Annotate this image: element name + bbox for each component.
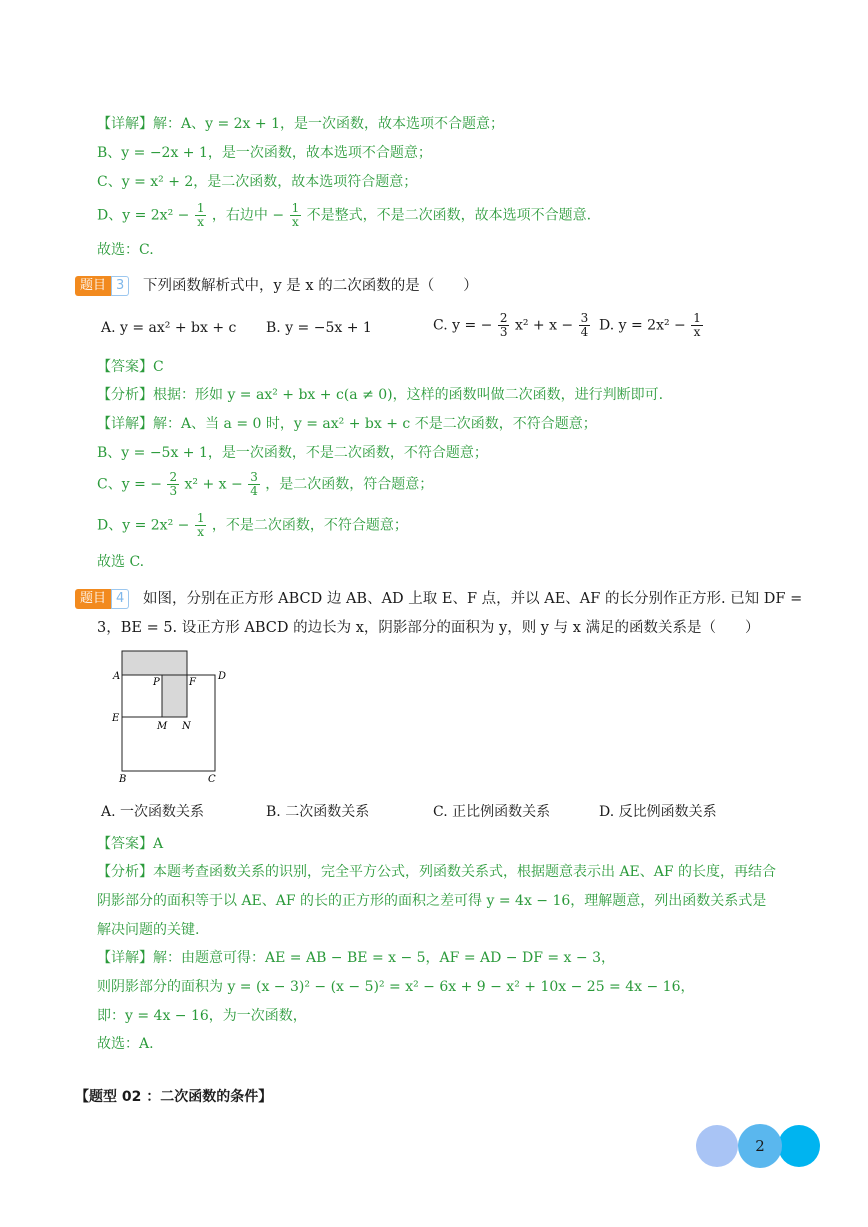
fraction: $\frac{1}{x}$ bbox=[291, 201, 300, 229]
q3-answer: 【答案】C bbox=[97, 359, 164, 375]
q3-conclusion: 故选 C. bbox=[97, 554, 145, 570]
q3-analysis: 【分析】根据：形如 y = ax² + bx + c(a ≠ 0)，这样的函数叫做二次函数，进行判断即可. bbox=[97, 387, 664, 403]
q3-detail-b: B、y = −5x + 1，是一次函数，不是二次函数，不符合题意； bbox=[97, 445, 488, 461]
shaded-side-region bbox=[162, 675, 187, 717]
q2-detail-line-c: C、y = x² + 2，是二次函数，故本选项符合题意； bbox=[97, 174, 418, 190]
q3-detail-a: 【详解】解：A、当 a = 0 时，y = ax² + bx + c 不是二次函数，不符合题意； bbox=[97, 416, 597, 432]
question-tag-4: 题目 4 bbox=[75, 589, 129, 609]
q2-detail-line-b: B、y = −2x + 1，是一次函数，故本选项不合题意； bbox=[97, 145, 432, 161]
q4-stem-line-2: 3，BE = 5. 设正方形 ABCD 的边长为 x，阴影部分的面积为 y，则 y 与 x 满足的函数关系是（ ） bbox=[97, 620, 760, 636]
q3-stem: 下列函数解析式中，y 是 x 的二次函数的是（ ） bbox=[143, 278, 478, 294]
q3-option-b: B. y = −5x + 1 bbox=[266, 320, 372, 336]
page-dot-center bbox=[738, 1124, 782, 1168]
label-a: A bbox=[113, 671, 121, 682]
q4-analysis-line-3: 解决问题的关键. bbox=[97, 922, 200, 938]
q4-answer: 【答案】A bbox=[97, 836, 164, 852]
q4-detail-line-3: 即：y = 4x − 16，为一次函数， bbox=[97, 1008, 307, 1024]
label-p: P bbox=[153, 677, 160, 688]
q4-analysis-line-2: 阴影部分的面积等于以 AE、AF 的长的正方形的面积之差可得 y = 4x − 16，理解题意，列出函数关系式是 bbox=[97, 893, 767, 909]
q3-option-d: D. y = 2x² − $\frac{1}{x}$ bbox=[599, 311, 701, 339]
label-d: D bbox=[218, 671, 227, 682]
q2-detail-line-d: D、y = 2x² − $\frac{1}{x}$ ，右边中 − $\frac{1}{x}$ 不是整式，不是二次函数，故本选项不合题意. bbox=[97, 201, 592, 229]
fraction: $\frac{1}{x}$ bbox=[196, 201, 205, 229]
page-dot-left bbox=[696, 1125, 738, 1167]
q4-option-a: A. 一次函数关系 bbox=[101, 804, 205, 820]
label-b: B bbox=[119, 774, 127, 785]
q2-detail-line-a: 【详解】解：A、y = 2x + 1，是一次函数，故本选项不合题意； bbox=[97, 116, 504, 132]
shaded-top-region bbox=[122, 651, 187, 675]
label-n: N bbox=[182, 721, 191, 732]
question-tag-3: 题目 3 bbox=[75, 276, 129, 296]
q3-detail-c: C、y = − $\frac{2}{3}$ x² + x − $\frac{3}{4}$ ，是二次函数，符合题意； bbox=[97, 470, 434, 498]
q4-option-b: B. 二次函数关系 bbox=[266, 804, 370, 820]
q2-detail-conclusion: 故选：C. bbox=[97, 242, 154, 258]
q4-detail-line-2: 则阴影部分的面积为 y = (x − 3)² − (x − 5)² = x² − 6x + 9 − x² + 10x − 25 = 4x − 16， bbox=[97, 979, 695, 995]
section-heading: 【题型 02 ：二次函数的条件】 bbox=[75, 1089, 273, 1105]
q4-stem-line-1: 如图，分别在正方形 ABCD 边 AB、AD 上取 E、F 点，并以 AE、AF 的长分别作正方形. 已知 DF = bbox=[143, 591, 803, 607]
label-f: F bbox=[189, 677, 196, 688]
q3-detail-d: D、y = 2x² − $\frac{1}{x}$ ，不是二次函数，不符合题意； bbox=[97, 511, 408, 539]
square-figure bbox=[105, 648, 235, 788]
page-dot-right bbox=[778, 1125, 820, 1167]
q4-analysis-line-1: 【分析】本题考查函数关系的识别，完全平方公式，列函数关系式，根据题意表示出 AE、AF 的长度，再结合 bbox=[97, 864, 777, 880]
q3-option-a: A. y = ax² + bx + c bbox=[101, 320, 237, 336]
label-m: M bbox=[157, 721, 168, 732]
q4-option-c: C. 正比例函数关系 bbox=[433, 804, 551, 820]
q3-option-c: C. y = − $\frac{2}{3}$ x² + x − $\frac{3}{4}$ bbox=[433, 311, 589, 339]
q4-option-d: D. 反比例函数关系 bbox=[599, 804, 717, 820]
label-c: C bbox=[208, 774, 216, 785]
q4-detail-line-1: 【详解】解：由题意可得：AE = AB − BE = x − 5，AF = AD − DF = x − 3， bbox=[97, 950, 615, 966]
label-e: E bbox=[112, 713, 120, 724]
page-number: 2 bbox=[755, 1137, 765, 1155]
q4-conclusion: 故选：A. bbox=[97, 1036, 154, 1052]
